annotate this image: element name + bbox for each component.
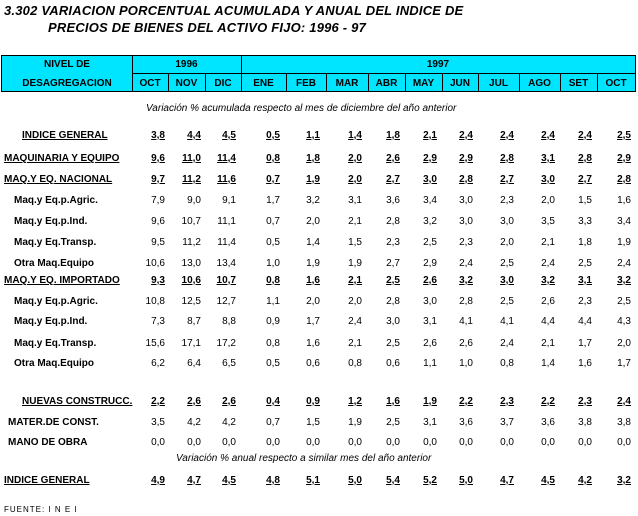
table-cell: 3,8	[578, 417, 592, 428]
table-cell: 2,0	[348, 296, 362, 307]
table-cell: 1,8	[306, 153, 320, 164]
table-cell: 2,4	[541, 130, 555, 141]
table-cell: 1,7	[578, 338, 592, 349]
table-cell: 4,2	[222, 417, 236, 428]
table-cell: 2,4	[348, 316, 362, 327]
table-cell: 0,9	[266, 316, 280, 327]
table-cell: 8,8	[222, 316, 236, 327]
table-cell: 6,4	[187, 358, 201, 369]
table-cell: 17,1	[181, 338, 201, 349]
table-cell: 2,9	[423, 258, 437, 269]
table-cell: 2,0	[348, 153, 362, 164]
table-cell: 0,5	[266, 237, 280, 248]
table-cell: 3,0	[386, 316, 400, 327]
table-cell: 2,3	[459, 237, 473, 248]
header-month: JUN	[449, 77, 470, 89]
table-cell: 2,1	[423, 130, 437, 141]
row-label: MAQ.Y EQ. NACIONAL	[4, 174, 113, 185]
table-cell: 0,0	[423, 437, 437, 448]
table-cell: 2,8	[578, 153, 592, 164]
header-month: OCT	[139, 77, 161, 89]
table-cell: 2,5	[423, 237, 437, 248]
table-cell: 0,0	[151, 437, 165, 448]
header-nivel-line1: NIVEL DE	[44, 58, 90, 70]
table-cell: 0,0	[578, 437, 592, 448]
table-cell: 3,3	[578, 216, 592, 227]
table-cell: 2,8	[386, 296, 400, 307]
table-cell: 0,0	[541, 437, 555, 448]
table-cell: 0,0	[222, 437, 236, 448]
table-cell: 2,8	[386, 216, 400, 227]
table-cell: 2,8	[459, 174, 473, 185]
table-cell: 4,5	[541, 475, 555, 486]
table-cell: 10,6	[181, 275, 201, 286]
row-label: NUEVAS CONSTRUCC.	[22, 396, 133, 407]
table-cell: 3,2	[423, 216, 437, 227]
table-cell: 3,2	[617, 275, 631, 286]
row-label: MAQUINARIA Y EQUIPO	[4, 153, 120, 164]
table-cell: 4,4	[541, 316, 555, 327]
header-month: ABR	[375, 77, 398, 89]
table-cell: 0,8	[500, 358, 514, 369]
table-cell: 2,7	[386, 258, 400, 269]
table-cell: 2,8	[500, 153, 514, 164]
table-cell: 3,0	[459, 216, 473, 227]
header-year-1997: 1997	[426, 59, 450, 70]
table-cell: 5,0	[348, 475, 362, 486]
row-label: MANO DE OBRA	[8, 437, 88, 448]
table-cell: 2,7	[500, 174, 514, 185]
table-cell: 4,5	[222, 130, 236, 141]
table-cell: 2,5	[617, 296, 631, 307]
table-cell: 13,0	[181, 258, 201, 269]
table-cell: 17,2	[216, 338, 236, 349]
header-month: MAR	[335, 77, 359, 89]
table-cell: 0,0	[386, 437, 400, 448]
table-cell: 2,3	[386, 237, 400, 248]
table-cell: 4,3	[617, 316, 631, 327]
table-cell: 0,0	[459, 437, 473, 448]
table-cell: 3,2	[617, 475, 631, 486]
table-cell: 2,9	[423, 153, 437, 164]
table-cell: 3,0	[500, 275, 514, 286]
table-cell: 2,4	[500, 338, 514, 349]
table-cell: 12,5	[181, 296, 201, 307]
table-cell: 0,0	[266, 437, 280, 448]
table-cell: 5,0	[459, 475, 473, 486]
table-cell: 3,1	[578, 275, 592, 286]
table-cell: 2,2	[541, 396, 555, 407]
table-cell: 1,0	[266, 258, 280, 269]
table-cell: 3,7	[500, 417, 514, 428]
table-cell: 1,5	[306, 417, 320, 428]
table-cell: 2,8	[459, 296, 473, 307]
header-month: MAY	[412, 77, 435, 89]
table-cell: 4,1	[459, 316, 473, 327]
table-cell: 0,7	[266, 216, 280, 227]
table-cell: 2,0	[306, 216, 320, 227]
table-cell: 2,6	[541, 296, 555, 307]
table-cell: 3,0	[500, 216, 514, 227]
header-nivel-line2: DESAGREGACION	[22, 77, 112, 89]
table-cell: 0,7	[266, 417, 280, 428]
table-cell: 0,0	[187, 437, 201, 448]
table-cell: 4,4	[578, 316, 592, 327]
table-cell: 2,3	[500, 396, 514, 407]
table-cell: 0,9	[306, 396, 320, 407]
table-cell: 3,2	[541, 275, 555, 286]
table-cell: 3,0	[423, 174, 437, 185]
table-cell: 11,4	[217, 237, 236, 248]
table-cell: 1,2	[348, 396, 362, 407]
table-cell: 3,1	[423, 316, 437, 327]
header-month: FEB	[296, 77, 316, 89]
header-month: SET	[568, 77, 589, 89]
table-cell: 2,6	[423, 338, 437, 349]
table-cell: 0,7	[266, 174, 280, 185]
table-cell: 3,1	[541, 153, 555, 164]
table-cell: 2,3	[578, 296, 592, 307]
table-cell: 2,6	[187, 396, 201, 407]
row-label: Maq.y Eq.p.Agric.	[14, 195, 98, 206]
table-cell: 0,5	[266, 130, 280, 141]
table-cell: 1,4	[541, 358, 555, 369]
table-cell: 1,1	[266, 296, 280, 307]
table-cell: 8,7	[187, 316, 201, 327]
table-cell: 2,0	[500, 237, 514, 248]
table-cell: 4,4	[187, 130, 201, 141]
table-cell: 1,4	[348, 130, 362, 141]
table-cell: 1,9	[306, 174, 320, 185]
row-label: Maq.y Eq.p.Ind.	[14, 316, 88, 327]
table-cell: 2,5	[617, 130, 631, 141]
header-month: OCT	[605, 77, 627, 89]
table-cell: 0,6	[386, 358, 400, 369]
table-cell: 5,4	[386, 475, 400, 486]
table-cell: 2,6	[386, 153, 400, 164]
table-cell: 4,1	[500, 316, 514, 327]
table-cell: 1,6	[306, 275, 320, 286]
table-cell: 2,4	[541, 258, 555, 269]
header-month: AGO	[528, 77, 551, 89]
table-cell: 3,0	[423, 296, 437, 307]
table-cell: 15,6	[145, 338, 165, 349]
table-cell: 0,8	[266, 153, 280, 164]
table-cell: 0,0	[500, 437, 514, 448]
table-cell: 3,8	[151, 130, 165, 141]
table-cell: 7,9	[151, 195, 165, 206]
table-cell: 2,2	[151, 396, 165, 407]
table-cell: 1,9	[617, 237, 631, 248]
table-cell: 0,4	[266, 396, 280, 407]
table-cell: 1,6	[578, 358, 592, 369]
table-cell: 2,1	[541, 237, 555, 248]
table-cell: 1,6	[386, 396, 400, 407]
table-cell: 7,3	[151, 316, 165, 327]
table-cell: 2,3	[578, 396, 592, 407]
table-cell: 2,5	[386, 275, 400, 286]
table-cell: 2,5	[578, 258, 592, 269]
table-cell: 3,6	[541, 417, 555, 428]
table-title-line1: 3.302 VARIACION PORCENTUAL ACUMULADA Y ANUAL DEL INDICE DE	[4, 3, 464, 18]
table-cell: 4,5	[222, 475, 236, 486]
table-cell: 6,2	[151, 358, 165, 369]
header-month: JUL	[489, 77, 508, 89]
table-cell: 2,4	[578, 130, 592, 141]
table-cell: 3,6	[459, 417, 473, 428]
table-cell: 5,2	[423, 475, 437, 486]
table-cell: 4,2	[187, 417, 201, 428]
table-cell: 9,7	[151, 174, 165, 185]
table-cell: 10,8	[145, 296, 165, 307]
table-cell: 1,7	[617, 358, 631, 369]
table-cell: 3,1	[423, 417, 437, 428]
table-cell: 2,4	[617, 396, 631, 407]
table-cell: 5,1	[306, 475, 320, 486]
table-cell: 0,0	[617, 437, 631, 448]
table-cell: 1,0	[459, 358, 473, 369]
table-cell: 3,5	[541, 216, 555, 227]
table-cell: 2,4	[500, 130, 514, 141]
table-cell: 2,1	[348, 275, 362, 286]
table-cell: 2,4	[459, 130, 473, 141]
table-cell: 3,2	[306, 195, 320, 206]
table-cell: 2,7	[386, 174, 400, 185]
table-cell: 2,5	[500, 296, 514, 307]
table-cell: 1,6	[617, 195, 631, 206]
source-footer: FUENTE: I N E I	[4, 505, 78, 514]
table-cell: 2,0	[541, 195, 555, 206]
table-cell: 1,8	[578, 237, 592, 248]
table-cell: 1,9	[348, 258, 362, 269]
header-month: ENE	[253, 77, 274, 89]
table-cell: 2,6	[423, 275, 437, 286]
table-cell: 1,7	[306, 316, 320, 327]
table-cell: 3,0	[459, 195, 473, 206]
table-cell: 11,6	[217, 174, 236, 185]
table-cell: 13,4	[216, 258, 236, 269]
table-cell: 4,9	[151, 475, 165, 486]
table-cell: 1,9	[348, 417, 362, 428]
table-cell: 2,8	[617, 174, 631, 185]
table-cell: 4,7	[500, 475, 514, 486]
table-cell: 0,0	[306, 437, 320, 448]
table-cell: 0,8	[266, 338, 280, 349]
table-cell: 1,4	[306, 237, 320, 248]
table-cell: 2,9	[459, 153, 473, 164]
table-cell: 3,4	[423, 195, 437, 206]
table-cell: 2,5	[386, 417, 400, 428]
table-cell: 2,6	[222, 396, 236, 407]
header-year-1996: 1996	[175, 59, 198, 70]
table-cell: 3,4	[617, 216, 631, 227]
row-label: Maq.y Eq.p.Agric.	[14, 296, 98, 307]
table-cell: 2,9	[617, 153, 631, 164]
row-label: MATER.DE CONST.	[8, 417, 99, 428]
note-acumulada: Variación % acumulada respecto al mes de diciembre del año anterior	[146, 103, 457, 114]
table-cell: 11,2	[182, 237, 201, 248]
row-label: Maq.y Eq.p.Ind.	[14, 216, 88, 227]
header-month: NOV	[175, 77, 198, 89]
table-cell: 4,8	[266, 475, 280, 486]
table-cell: 4,2	[578, 475, 592, 486]
table-cell: 0,6	[306, 358, 320, 369]
row-label: Maq.y Eq.Transp.	[14, 338, 97, 349]
table-cell: 2,5	[500, 258, 514, 269]
table-cell: 1,5	[348, 237, 362, 248]
table-cell: 9,6	[151, 153, 165, 164]
row-label: INDICE GENERAL	[22, 130, 108, 141]
table-cell: 0,8	[266, 275, 280, 286]
table-cell: 2,0	[306, 296, 320, 307]
table-cell: 12,7	[216, 296, 236, 307]
table-cell: 2,1	[541, 338, 555, 349]
table-cell: 2,0	[617, 338, 631, 349]
table-cell: 2,0	[348, 174, 362, 185]
table-cell: 9,6	[151, 216, 165, 227]
table-cell: 9,0	[187, 195, 201, 206]
table-cell: 1,1	[423, 358, 437, 369]
table-cell: 2,6	[459, 338, 473, 349]
row-label: MAQ.Y EQ. IMPORTADO	[4, 275, 120, 286]
table-cell: 3,6	[386, 195, 400, 206]
table-cell: 2,3	[500, 195, 514, 206]
table-cell: 1,6	[306, 338, 320, 349]
table-cell: 2,4	[617, 258, 631, 269]
table-cell: 1,1	[306, 130, 320, 141]
table-cell: 9,1	[222, 195, 236, 206]
table-cell: 0,0	[348, 437, 362, 448]
table-cell: 2,4	[459, 258, 473, 269]
table-cell: 11,0	[182, 153, 201, 164]
table-cell: 3,0	[541, 174, 555, 185]
table-cell: 9,3	[151, 275, 165, 286]
table-cell: 11,4	[217, 153, 236, 164]
table-cell: 11,1	[217, 216, 236, 227]
table-cell: 10,6	[145, 258, 165, 269]
table-cell: 3,5	[151, 417, 165, 428]
table-cell: 3,8	[617, 417, 631, 428]
table-cell: 11,2	[182, 174, 201, 185]
table-cell: 10,7	[181, 216, 201, 227]
row-label: Maq.y Eq.Transp.	[14, 237, 97, 248]
table-cell: 4,7	[187, 475, 201, 486]
table-cell: 3,2	[459, 275, 473, 286]
table-cell: 2,5	[386, 338, 400, 349]
table-title-line2: PRECIOS DE BIENES DEL ACTIVO FIJO: 1996 - 97	[48, 20, 366, 35]
table-cell: 3,1	[348, 195, 362, 206]
note-anual: Variación % anual respecto a similar mes del año anterior	[176, 453, 432, 464]
row-label: Otra Maq.Equipo	[14, 258, 94, 269]
row-label: Otra Maq.Equipo	[14, 358, 94, 369]
table-cell: 1,9	[423, 396, 437, 407]
table-cell: 0,5	[266, 358, 280, 369]
table-cell: 2,2	[459, 396, 473, 407]
table-cell: 1,8	[386, 130, 400, 141]
table-cell: 1,9	[306, 258, 320, 269]
table-cell: 6,5	[222, 358, 236, 369]
table-cell: 2,1	[348, 338, 362, 349]
table-cell: 2,7	[578, 174, 592, 185]
table-cell: 10,7	[216, 275, 236, 286]
table-cell: 0,8	[348, 358, 362, 369]
table-cell: 1,7	[266, 195, 280, 206]
row-label: INDICE GENERAL	[4, 475, 90, 486]
table-cell: 1,5	[578, 195, 592, 206]
header-month: DIC	[214, 77, 232, 89]
table-cell: 9,5	[151, 237, 165, 248]
table-cell: 2,1	[348, 216, 362, 227]
